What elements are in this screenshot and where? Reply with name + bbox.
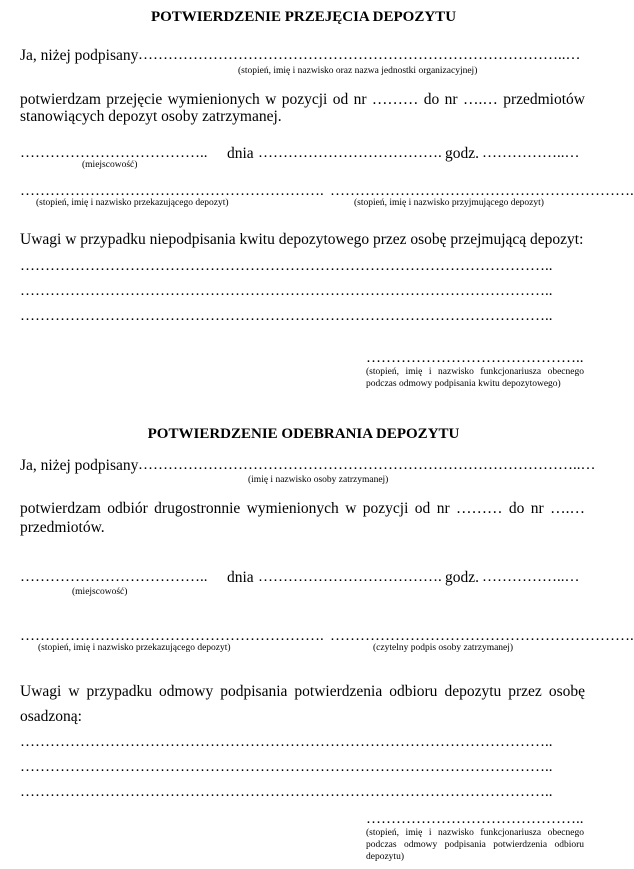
section2-confirm-line1: potwierdzam odbiór drugostronnie wymienionych w pozycji od nr ……… do nr ….… [20, 500, 585, 517]
section1-time-field[interactable]: ……………..… [482, 145, 580, 161]
section1-officer-signature-field[interactable]: …………………………………….. [366, 350, 584, 366]
section2-signatory-caption: (imię i nazwisko osoby zatrzymanej) [248, 475, 389, 485]
section1-receiver-signature-field[interactable]: ……………………………………………………. [330, 183, 634, 199]
section1-confirm-line2: stanowiących depozyt osoby zatrzymanej. [20, 108, 282, 125]
section1-remarks-line[interactable]: …………………………………………………………………………………………….. [20, 283, 553, 299]
section1-signatory-label: Ja, niżej podpisany [20, 47, 139, 64]
section1-remarks-label: Uwagi w przypadku niepodpisania kwitu depozytowego przez osobę przejmującą depozyt: [20, 231, 584, 248]
section2-time-field[interactable]: ……………..… [482, 569, 580, 585]
section1-title: POTWIERDZENIE PRZEJĘCIA DEPOZYTU [150, 9, 457, 25]
section2-place-field[interactable]: ……………………………….. [20, 569, 208, 585]
section1-date-label: dnia [227, 145, 254, 162]
section2-remarks-line[interactable]: …………………………………………………………………………………………….. [20, 734, 553, 750]
section2-title: POTWIERDZENIE ODEBRANIA DEPOZYTU [147, 426, 460, 442]
section2-time-label: godz. [445, 569, 480, 586]
section1-officer-caption: (stopień, imię i nazwisko funkcjonariusza obecnego podczas odmowy podpisania kwitu depozytowego) [366, 367, 584, 389]
section2-signatory-label: Ja, niżej podpisany [20, 457, 139, 474]
section2-officer-caption: (stopień, imię i nazwisko funkcjonariusza obecnego podczas odmowy podpisania potwierdzenia odbioru depozytu) [366, 828, 584, 862]
section1-remarks-line[interactable]: …………………………………………………………………………………………….. [20, 308, 553, 324]
section2-remarks-line2: osadzoną: [20, 708, 82, 725]
section1-time-label: godz. [445, 145, 480, 162]
section1-place-caption: (miejscowość) [82, 160, 138, 170]
section1-handover-signature-field[interactable]: ……………………………………………………. [20, 183, 324, 199]
section1-signatory-field[interactable]: …………………………………………………………………………..… [138, 47, 581, 63]
section2-handover-signature-field[interactable]: ……………………………………………………. [20, 628, 324, 644]
section2-receiver-signature-field[interactable]: ……………………………………………………. [330, 628, 634, 644]
section1-receiver-caption: (stopień, imię i nazwisko przyjmującego depozyt) [354, 198, 544, 208]
section2-officer-signature-field[interactable]: …………………………………….. [366, 811, 584, 827]
section2-remarks-line1: Uwagi w przypadku odmowy podpisania potwierdzenia odbioru depozytu przez osobę [20, 683, 585, 700]
section2-signatory-field[interactable]: ……………………………………………………………………………..… [138, 457, 596, 473]
section2-receiver-caption: (czytelny podpis osoby zatrzymanej) [373, 643, 514, 653]
section1-signatory-caption: (stopień, imię i nazwisko oraz nazwa jednostki organizacyjnej) [238, 66, 478, 76]
section2-handover-caption: (stopień, imię i nazwisko przekazującego depozyt) [38, 643, 231, 653]
section1-date-field[interactable]: ………………………………. [258, 145, 442, 161]
section2-remarks-line[interactable]: …………………………………………………………………………………………….. [20, 759, 553, 775]
section1-handover-caption: (stopień, imię i nazwisko przekazującego depozyt) [36, 198, 229, 208]
section2-remarks-line[interactable]: …………………………………………………………………………………………….. [20, 784, 553, 800]
section2-confirm-line2: przedmiotów. [20, 519, 105, 536]
section2-date-field[interactable]: ………………………………. [258, 569, 442, 585]
section2-place-caption: (miejscowość) [72, 587, 128, 597]
section1-place-field[interactable]: ……………………………….. [20, 145, 208, 161]
section2-date-label: dnia [227, 569, 254, 586]
section1-confirm-line1: potwierdzam przejęcie wymienionych w pozycji od nr ……… do nr ….… przedmiotów [20, 91, 585, 108]
section1-remarks-line[interactable]: …………………………………………………………………………………………….. [20, 258, 553, 274]
